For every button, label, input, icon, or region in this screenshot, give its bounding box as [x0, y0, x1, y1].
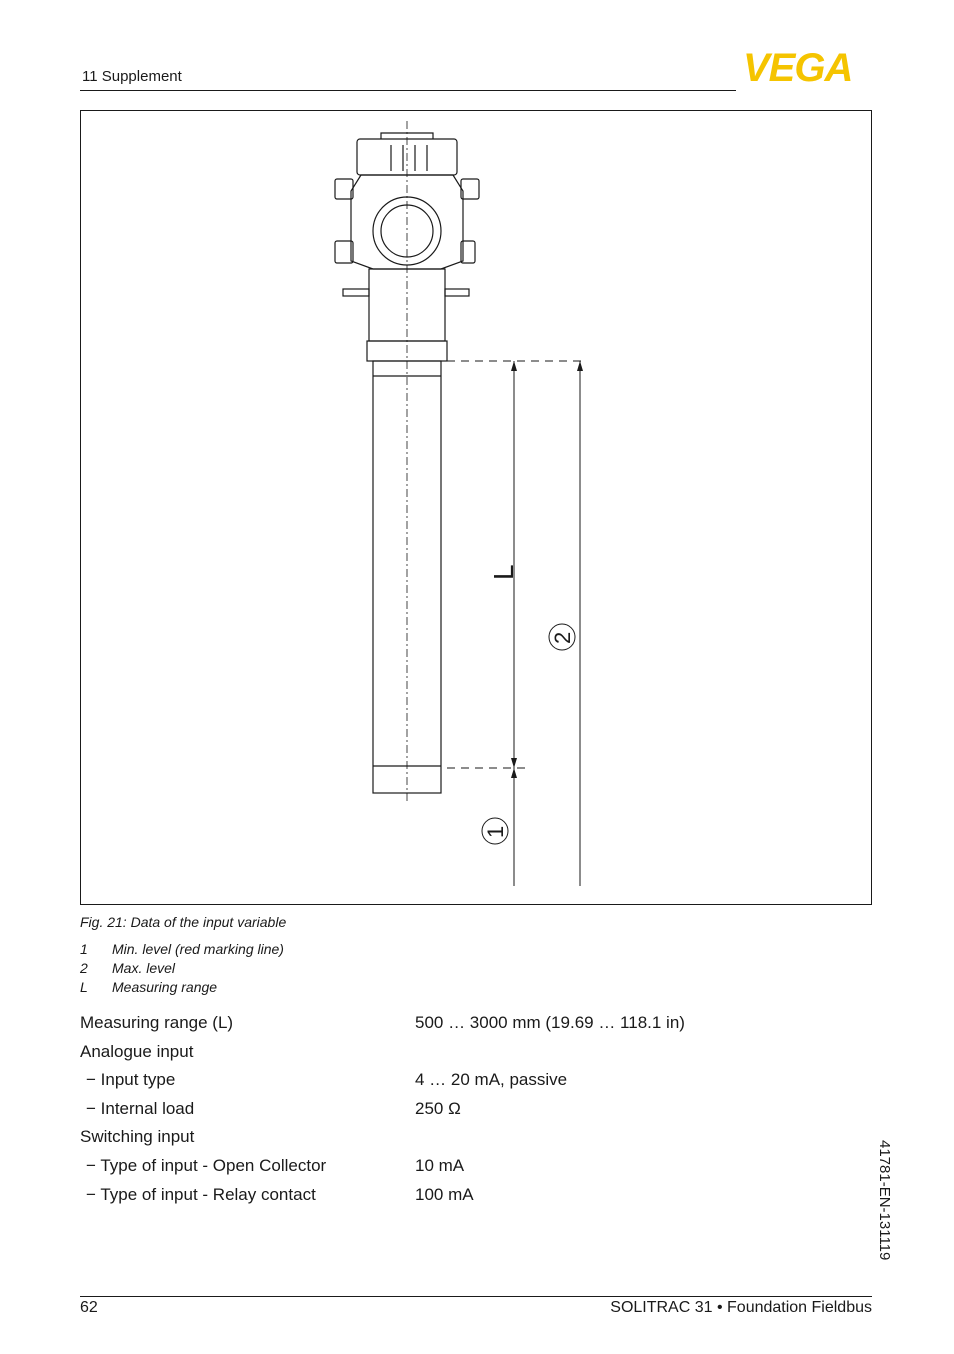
- spec-value: 500 … 3000 mm (19.69 … 118.1 in): [415, 1013, 685, 1032]
- logo-text: VEGA: [743, 50, 853, 84]
- dimension-label-l: L: [488, 564, 519, 580]
- spec-row: [80, 1040, 780, 1069]
- spec-value: 4 … 20 mA, passive: [415, 1070, 568, 1090]
- figure-caption: Fig. 21: Data of the input variable: [80, 914, 287, 930]
- legend-item: [80, 940, 284, 959]
- sensor-drawing: [81, 111, 873, 906]
- spec-row: [80, 1125, 780, 1154]
- cable-gland-bottom-left: [335, 241, 353, 263]
- spec-label: Analogue input: [80, 1041, 194, 1061]
- spec-label: Switching input: [80, 1127, 195, 1147]
- spec-row: [80, 1183, 780, 1212]
- spec-label: − Type of input - Relay contact: [86, 1184, 316, 1204]
- cable-gland-top-right: [461, 179, 479, 199]
- footer-rule: [80, 1296, 872, 1297]
- section-title: 11 Supplement: [82, 68, 182, 85]
- spec-label: − Type of input - Open Collector: [86, 1155, 327, 1175]
- legend-key: L: [80, 979, 88, 995]
- spec-value: 250 Ω: [415, 1098, 461, 1118]
- spec-row: [80, 1068, 780, 1097]
- legend-item: [80, 978, 284, 997]
- legend-text: Min. level (red marking line): [112, 941, 284, 957]
- spec-row: [80, 1097, 780, 1126]
- document-id: 41781-EN-131119: [876, 1140, 893, 1261]
- cable-gland-top-left: [335, 179, 353, 199]
- spec-table: [80, 1011, 780, 1211]
- footer-title: SOLITRAC 31 • Foundation Fieldbus: [610, 1299, 872, 1316]
- legend-text: Measuring range: [112, 979, 218, 995]
- spec-label: − Input type: [86, 1070, 176, 1090]
- legend-text: Max. level: [112, 960, 176, 976]
- header-rule: [80, 90, 736, 91]
- spec-value: 100 mA: [415, 1184, 474, 1204]
- vega-logo: [741, 50, 873, 84]
- spec-value: 10 mA: [415, 1155, 465, 1175]
- figure-legend: [80, 940, 284, 997]
- spec-row: [80, 1011, 780, 1040]
- page-number: 62: [80, 1299, 98, 1316]
- callout-2-label: 2: [550, 631, 575, 644]
- legend-key: 2: [80, 960, 88, 976]
- legend-key: 1: [80, 941, 88, 957]
- spec-row: [80, 1154, 780, 1183]
- mounting-lug-right: [445, 289, 469, 296]
- callout-1-label: 1: [483, 825, 508, 838]
- figure-drawing: [80, 110, 872, 905]
- mounting-lug-left: [343, 289, 369, 296]
- legend-item: [80, 959, 284, 978]
- spec-label: Measuring range (L): [80, 1013, 234, 1032]
- spec-label: − Internal load: [86, 1098, 195, 1118]
